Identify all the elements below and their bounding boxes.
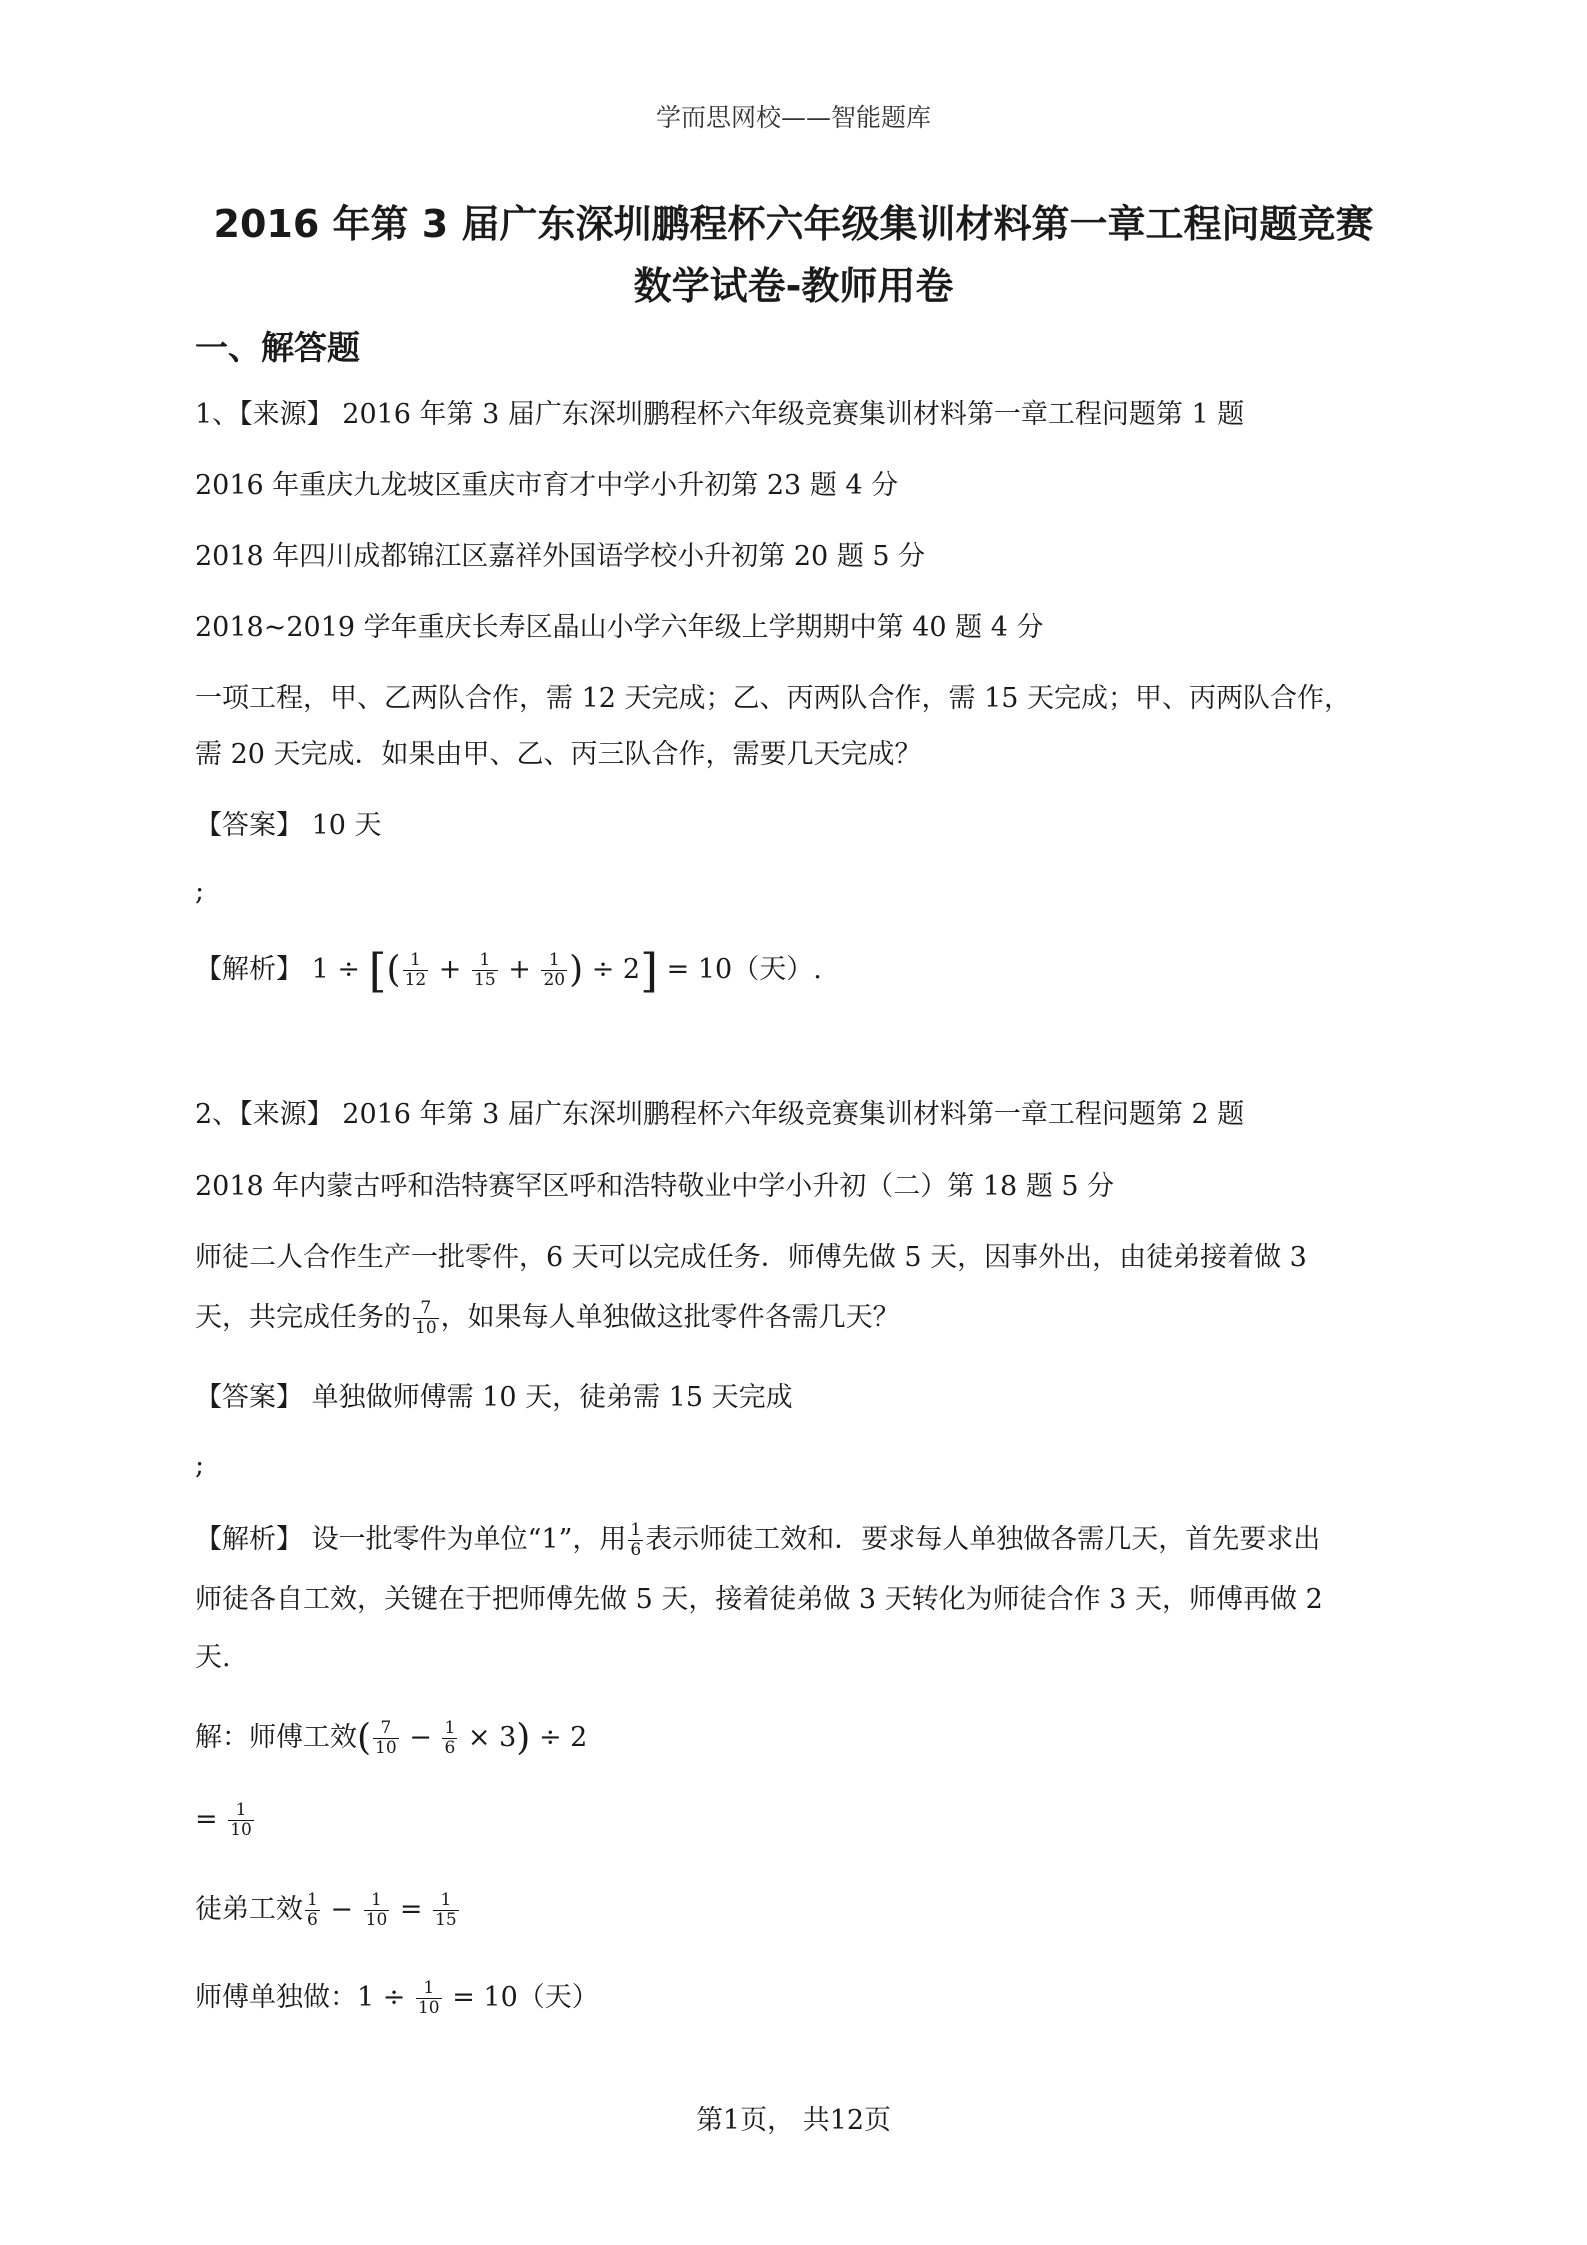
q2-text-line-1: 师徒二人合作生产一批零件，6 天可以完成任务．师傅先做 5 天，因事外出，由徒弟接着做 3 [195,1242,1307,1273]
denominator: 6 [444,1738,456,1758]
denominator: 15 [435,1910,457,1930]
numerator: 1 [228,1801,254,1821]
page-header: 学而思网校——智能题库 [655,103,931,132]
numerator: 1 [444,1718,456,1738]
fraction-1-6 [628,1521,643,1560]
page-footer: 第1页， 共12页 [695,2105,892,2136]
paren-open: ( [357,1717,372,1759]
q2-separator: ; [195,1450,205,1481]
fraction-7-10 [373,1719,399,1758]
q2-analysis-line-1 [195,1520,1320,1560]
q2-source: 2、【来源】 2016 年第 3 届广东深圳鹏程杯六年级竞赛集训材料第一章工程问题第 2 题 [195,1099,1245,1130]
q2-solution-step-4 [195,1978,599,2018]
numerator: 1 [416,1979,442,1999]
title-line-1: 2016 年第 3 届广东深圳鹏程杯六年级集训材料第一章工程问题竞赛 [213,202,1374,246]
q2-solution-step-1: 解：师傅工效( $\frac{7}{10}$ − $\frac{1}{6}$ × 3) ÷ 2 [195,1717,588,1759]
numerator: 1 [472,951,498,971]
text-segment: 【解析】 设一批零件为单位“1”，用 [195,1524,627,1555]
fraction-1-15 [433,1891,459,1930]
document-title [150,193,1437,317]
numerator: 1 [433,1891,459,1911]
fraction-1-6 [305,1891,320,1930]
text-segment: = 10（天） [452,1982,599,2013]
numerator: 1 [541,951,567,971]
analysis-result: = 10（天）. [666,954,822,985]
title-line-2: 数学试卷-教师用卷 [633,264,954,308]
bracket-open: [ [368,943,387,998]
denominator: 12 [404,970,427,990]
q2-answer: 【答案】 单独做师傅需 10 天，徒弟需 15 天完成 [195,1382,793,1413]
text-segment: 徒弟工效 [195,1894,303,1925]
fraction-1-15 [472,951,498,990]
fraction-1-12 [403,951,429,990]
analysis-label: 【解析】 [195,954,303,985]
fraction-1-6 [442,1719,457,1758]
text-segment: = [195,1804,218,1835]
q2-text-line-2 [195,1298,900,1338]
fraction-1-10 [364,1891,390,1930]
bracket-close: ] [640,943,659,998]
paren-open: ( [386,949,401,991]
q1-text-line-2: 需 20 天完成．如果由甲、乙、丙三队合作，需要几天完成？ [195,739,922,770]
text-segment: 表示师徒工效和．要求每人单独做各需几天，首先要求出 [645,1524,1321,1555]
paren-close: ) [569,949,584,991]
q1-source-2: 2016 年重庆九龙坡区重庆市育才中学小升初第 23 题 4 分 [195,470,899,501]
denominator: 10 [375,1738,397,1758]
fraction-1-20 [541,951,567,990]
denominator: 10 [230,1820,252,1840]
q1-text-line-1: 一项工程，甲、乙两队合作，需 12 天完成；乙、丙两队合作，需 15 天完成；甲、丙两队合作， [195,683,1352,714]
q2-analysis-line-2: 师徒各自工效，关键在于把师傅先做 5 天，接着徒弟做 3 天转化为师徒合作 3 天，师傅再做 2 [195,1584,1323,1615]
text-segment: × 3 [467,1722,517,1753]
numerator: 7 [373,1719,399,1739]
denominator: 20 [543,970,566,990]
q1-separator: ; [195,876,205,907]
section-heading: 一、解答题 [195,328,360,367]
q2-source-2: 2018 年内蒙古呼和浩特赛罕区呼和浩特敬业中学小升初（二）第 18 题 5 分 [195,1171,1115,1202]
q2-solution-step-2 [195,1800,256,1840]
fraction-1-10 [416,1979,442,2018]
math-one: 1 ÷ [311,954,369,985]
q1-source-4: 2018~2019 学年重庆长寿区晶山小学六年级上学期期中第 40 题 4 分 [195,612,1044,643]
fraction-1-10 [228,1801,254,1840]
q1-analysis: 【解析】 1 ÷ [( $\frac{1}{12}$ + $\frac{1}{15}$ + $\frac{1}{20}$ ) ÷ 2] = 10（天）. [195,943,822,998]
q1-source-3: 2018 年四川成都锦江区嘉祥外国语学校小升初第 20 题 5 分 [195,541,926,572]
paren-close: ) [516,1717,531,1759]
q2-analysis-line-3: 天. [195,1642,231,1673]
numerator: 1 [307,1890,318,1910]
numerator: 7 [413,1299,439,1319]
numerator: 1 [403,951,429,971]
q2-solution-step-3: 徒弟工效 $\frac{1}{6}$ − $\frac{1}{10}$ = $\frac{1}{15}$ [195,1890,457,1930]
text-segment: 师傅单独做：1 ÷ [195,1982,406,2013]
text-segment: 解：师傅工效 [195,1722,357,1753]
denominator: 6 [307,1910,318,1930]
denominator: 6 [630,1540,642,1560]
text-segment: ，如果每人单独做这批零件各需几天？ [440,1302,900,1333]
denominator: 10 [365,1910,388,1930]
q1-answer: 【答案】 10 天 [195,810,382,841]
fraction-7-10 [413,1299,439,1338]
denominator: 10 [417,1998,440,2018]
denominator: 10 [415,1318,437,1338]
q1-source: 1、【来源】 2016 年第 3 届广东深圳鹏程杯六年级竞赛集训材料第一章工程问题第 1 题 [195,399,1245,430]
text-segment: ÷ 2 [538,1722,588,1753]
denominator: 15 [474,970,496,990]
numerator: 1 [630,1520,642,1540]
text-segment: 天，共完成任务的 [195,1302,411,1333]
numerator: 1 [364,1891,390,1911]
